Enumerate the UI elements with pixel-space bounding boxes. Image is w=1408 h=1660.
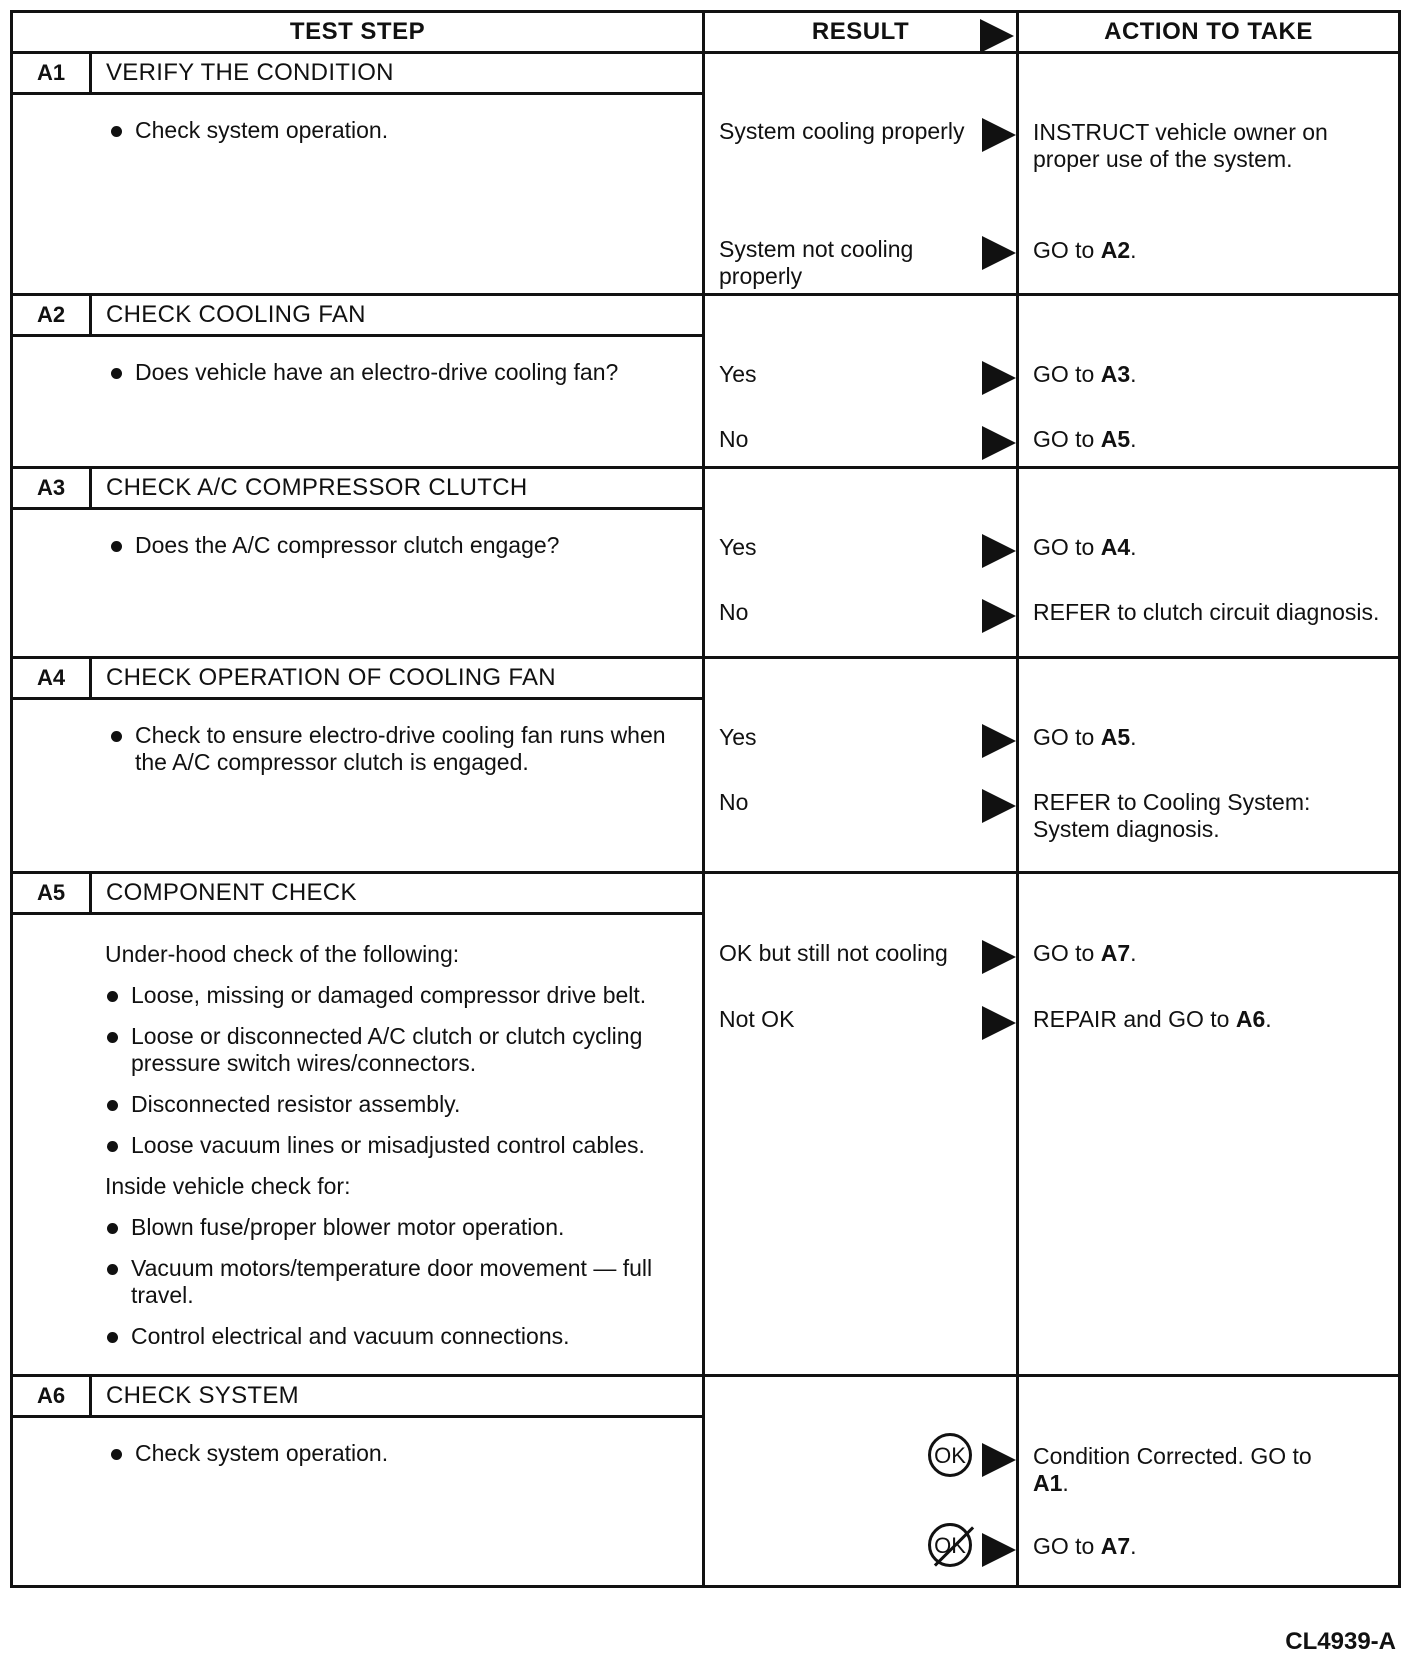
arrow-right-icon bbox=[982, 1006, 1016, 1040]
step-header bbox=[13, 1377, 702, 1418]
diagnostic-table bbox=[10, 10, 1401, 1588]
arrow-right-icon bbox=[982, 1533, 1016, 1567]
result-item bbox=[719, 724, 1016, 751]
action-text: GO to A7. bbox=[1033, 940, 1137, 966]
action-text: GO to A5. bbox=[1033, 724, 1137, 750]
step-row-a6 bbox=[12, 1376, 1400, 1587]
step-cell bbox=[12, 468, 704, 658]
arrow-right-icon bbox=[982, 534, 1016, 568]
action-text: GO to A7. bbox=[1033, 1533, 1137, 1559]
step-header bbox=[13, 659, 702, 700]
step-cell bbox=[12, 873, 704, 1376]
section-intro: Inside vehicle check for: bbox=[105, 1173, 351, 1199]
step-id: A5 bbox=[13, 874, 92, 912]
action-text: REFER to Cooling System: System diagnosis. bbox=[1033, 789, 1311, 842]
step-body bbox=[13, 1418, 702, 1491]
bullet-item: Check to ensure electro-drive cooling fan runs when the A/C compressor clutch is engaged. bbox=[109, 722, 684, 776]
ok-label: OK bbox=[934, 1532, 966, 1558]
bullet-item: Loose or disconnected A/C clutch or clutch cycling pressure switch wires/connectors. bbox=[105, 1023, 684, 1077]
result-cell bbox=[704, 53, 1018, 295]
bullet-item: Does the A/C compressor clutch engage? bbox=[109, 532, 684, 559]
step-body bbox=[13, 95, 702, 168]
step-title: VERIFY THE CONDITION bbox=[106, 59, 394, 86]
step-row-a2 bbox=[12, 295, 1400, 468]
step-id: A6 bbox=[13, 1377, 92, 1415]
result-item bbox=[719, 236, 1016, 290]
result-item bbox=[719, 599, 1016, 626]
header-test-step: TEST STEP bbox=[12, 12, 704, 53]
action-text: GO to A2. bbox=[1033, 237, 1137, 263]
step-row-a1 bbox=[12, 53, 1400, 295]
action-cell bbox=[1018, 873, 1400, 1376]
result-item bbox=[719, 940, 1016, 967]
bullet-item: Loose, missing or damaged compressor drive belt. bbox=[105, 982, 684, 1009]
arrow-right-icon bbox=[982, 599, 1016, 633]
action-text: REFER to clutch circuit diagnosis. bbox=[1033, 599, 1380, 625]
step-title: CHECK OPERATION OF COOLING FAN bbox=[106, 664, 556, 691]
step-row-a5 bbox=[12, 873, 1400, 1376]
step-row-a3 bbox=[12, 468, 1400, 658]
bullet-item: Blown fuse/proper blower motor operation. bbox=[105, 1214, 684, 1241]
step-id: A3 bbox=[13, 469, 92, 507]
result-item bbox=[719, 361, 1016, 388]
step-header bbox=[13, 469, 702, 510]
arrow-right-icon bbox=[982, 361, 1016, 395]
result-item bbox=[719, 1006, 1016, 1033]
bullet-item: Disconnected resistor assembly. bbox=[105, 1091, 684, 1118]
action-cell bbox=[1018, 295, 1400, 468]
header-action: ACTION TO TAKE bbox=[1018, 12, 1400, 53]
result-text: System cooling properly bbox=[719, 118, 965, 144]
header-result-label: RESULT bbox=[811, 18, 910, 45]
action-text: GO to A3. bbox=[1033, 361, 1137, 387]
arrow-right-icon bbox=[982, 118, 1016, 152]
step-cell bbox=[12, 1376, 704, 1587]
result-text: Yes bbox=[719, 361, 757, 387]
arrow-right-icon bbox=[982, 789, 1016, 823]
step-header bbox=[13, 54, 702, 95]
result-text: OK but still not cooling bbox=[719, 940, 948, 966]
result-text: Yes bbox=[719, 534, 757, 560]
result-cell bbox=[704, 873, 1018, 1376]
arrow-right-icon bbox=[982, 1443, 1016, 1477]
diagnostic-table-sheet bbox=[10, 10, 1398, 1588]
section-intro: Under-hood check of the following: bbox=[105, 941, 460, 967]
arrow-right-icon bbox=[980, 19, 1014, 53]
bullet-item: Loose vacuum lines or misadjusted control cables. bbox=[105, 1132, 684, 1159]
action-cell bbox=[1018, 1376, 1400, 1587]
arrow-right-icon bbox=[982, 426, 1016, 460]
action-text: REPAIR and GO to A6. bbox=[1033, 1006, 1272, 1032]
result-text: No bbox=[719, 599, 749, 625]
arrow-right-icon bbox=[982, 940, 1016, 974]
result-item bbox=[719, 118, 1016, 145]
step-cell bbox=[12, 53, 704, 295]
bullet-item: Check system operation. bbox=[109, 1440, 684, 1467]
arrow-right-icon bbox=[982, 236, 1016, 270]
bullet-item: Check system operation. bbox=[109, 117, 684, 144]
ok-label: OK bbox=[934, 1442, 966, 1468]
result-text: No bbox=[719, 789, 749, 815]
result-cell bbox=[704, 1376, 1018, 1587]
step-title: COMPONENT CHECK bbox=[106, 879, 357, 906]
result-cell bbox=[704, 658, 1018, 873]
step-header bbox=[13, 296, 702, 337]
result-cell bbox=[704, 295, 1018, 468]
bullet-item: Does vehicle have an electro-drive cooling fan? bbox=[109, 359, 684, 386]
bullet-item: Vacuum motors/temperature door movement — full travel. bbox=[105, 1255, 684, 1309]
not-ok-circle-icon bbox=[928, 1523, 972, 1567]
result-item bbox=[719, 426, 1016, 453]
ok-circle-icon bbox=[928, 1433, 972, 1477]
action-text: Condition Corrected. GO to A1. bbox=[1033, 1443, 1312, 1496]
action-text: GO to A5. bbox=[1033, 426, 1137, 452]
step-id: A2 bbox=[13, 296, 92, 334]
step-header bbox=[13, 874, 702, 915]
step-title: CHECK A/C COMPRESSOR CLUTCH bbox=[106, 474, 528, 501]
figure-id: CL4939-A bbox=[1285, 1628, 1396, 1655]
result-cell bbox=[704, 468, 1018, 658]
action-cell bbox=[1018, 468, 1400, 658]
action-cell bbox=[1018, 658, 1400, 873]
step-row-a4 bbox=[12, 658, 1400, 873]
result-text: No bbox=[719, 426, 749, 452]
step-title: CHECK COOLING FAN bbox=[106, 301, 366, 328]
result-item bbox=[719, 534, 1016, 561]
result-item bbox=[719, 789, 1016, 816]
bullet-item: Control electrical and vacuum connections. bbox=[105, 1323, 684, 1350]
header-result bbox=[704, 12, 1018, 53]
action-cell bbox=[1018, 53, 1400, 295]
step-id: A1 bbox=[13, 54, 92, 92]
arrow-right-icon bbox=[982, 724, 1016, 758]
step-body bbox=[13, 510, 702, 583]
step-title: CHECK SYSTEM bbox=[106, 1382, 299, 1409]
step-body bbox=[13, 915, 702, 1374]
action-text: GO to A4. bbox=[1033, 534, 1137, 560]
step-body bbox=[13, 700, 702, 800]
action-text: INSTRUCT vehicle owner on proper use of the system. bbox=[1033, 119, 1328, 172]
header-row bbox=[12, 12, 1400, 53]
step-body bbox=[13, 337, 702, 410]
result-text: Yes bbox=[719, 724, 757, 750]
step-cell bbox=[12, 295, 704, 468]
result-text: System not cooling properly bbox=[719, 236, 914, 289]
step-cell bbox=[12, 658, 704, 873]
step-id: A4 bbox=[13, 659, 92, 697]
result-text: Not OK bbox=[719, 1006, 795, 1032]
